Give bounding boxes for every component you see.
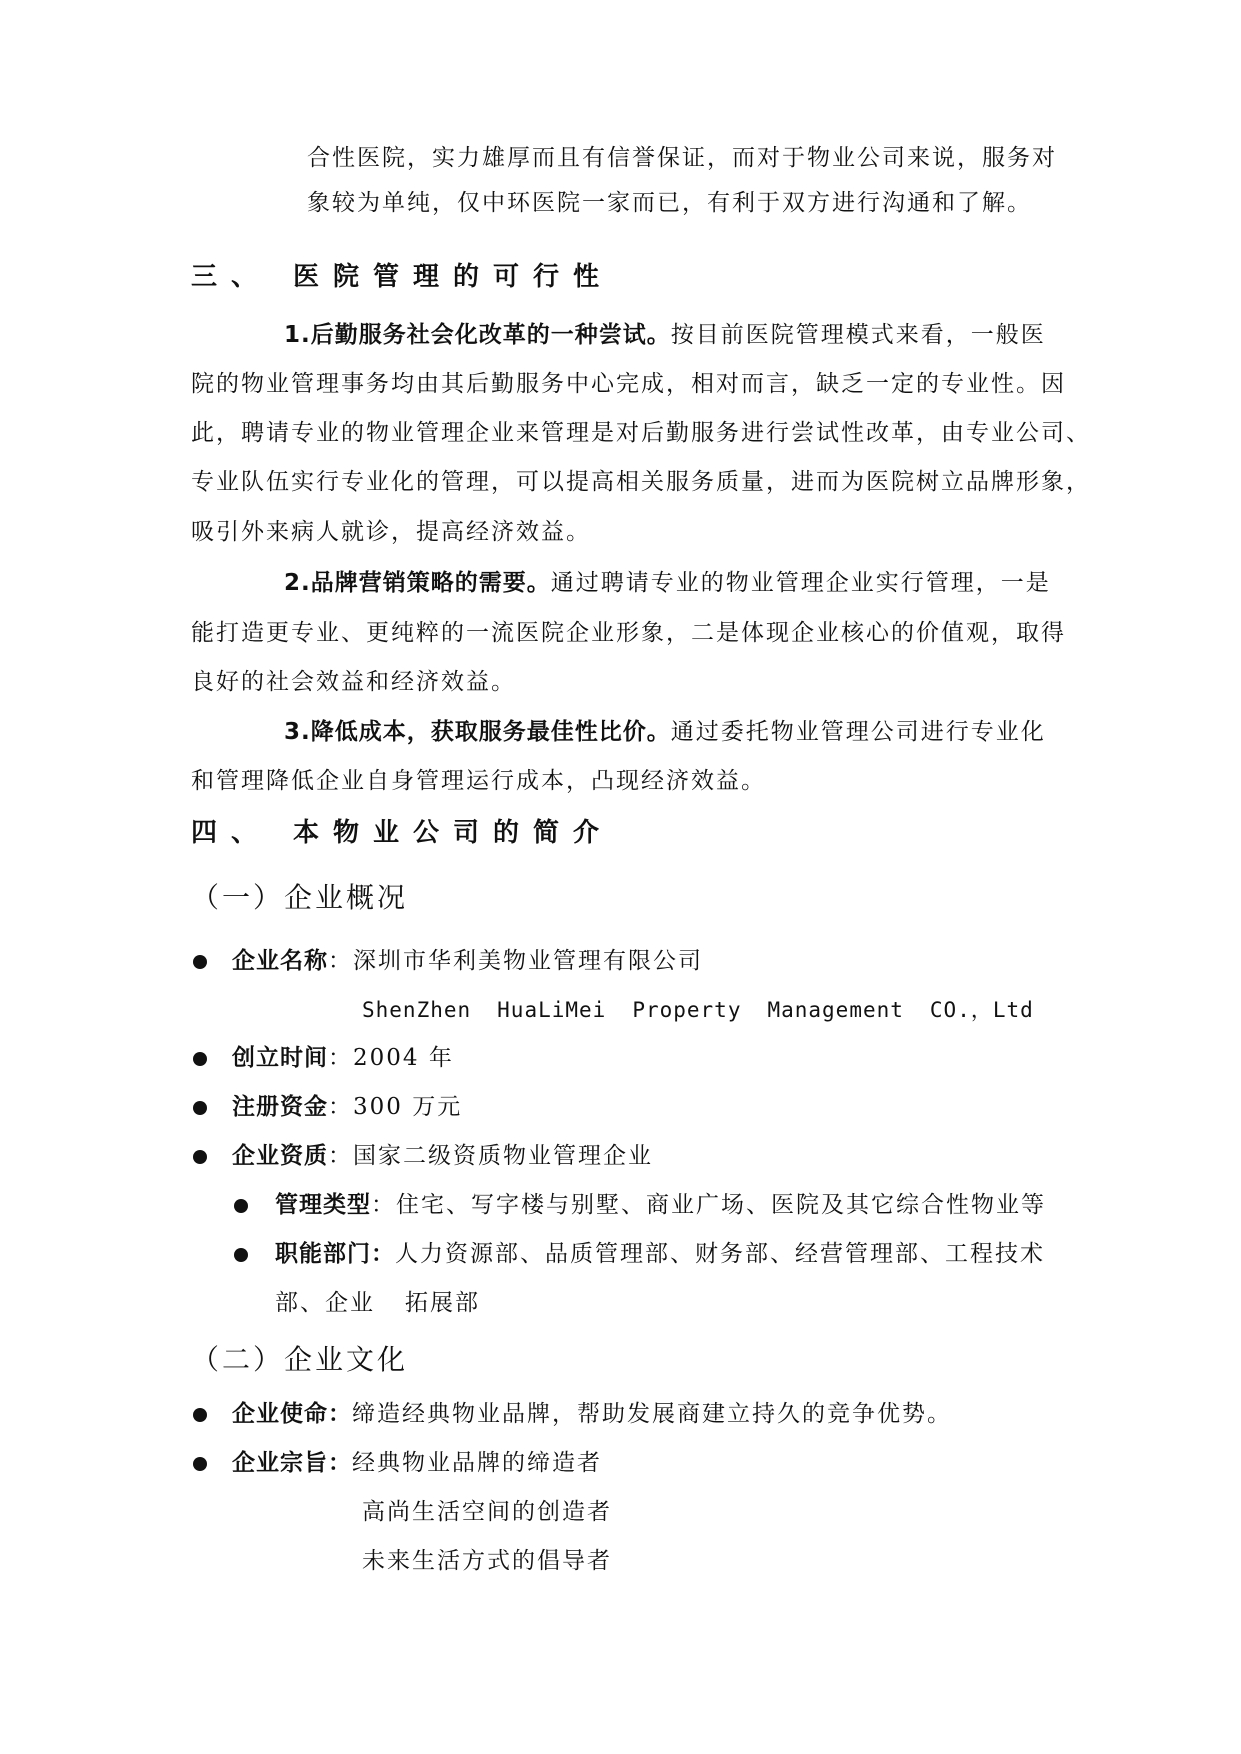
feasibility-item-3-text: 通过委托物业管理公司进行专业化 (670, 719, 1046, 745)
bullet-icon (234, 1199, 248, 1213)
founded-value: ：2004 年 (328, 1045, 454, 1071)
section-3-title: 医院管理的可行性 (293, 262, 614, 292)
bullet-icon (234, 1248, 248, 1262)
bullet-icon (193, 1150, 207, 1164)
section-3-heading (191, 262, 613, 292)
departments-label: 职能部门： (275, 1241, 395, 1267)
company-name-value: ：深圳市华利美物业管理有限公司 (328, 948, 703, 974)
section-4-title: 本物业公司的简介 (293, 818, 614, 848)
purpose-row (232, 1448, 602, 1478)
mission-value: 缔造经典物业品牌，帮助发展商建立持久的竞争优势。 (352, 1401, 952, 1427)
bullet-icon (193, 1408, 207, 1422)
feasibility-item-2-text: 通过聘请专业的物业管理企业实行管理，一是 (550, 570, 1051, 596)
company-name-en-word: Management (767, 998, 904, 1022)
purpose-line: 经典物业品牌的缔造者 (352, 1450, 602, 1476)
company-name-en-word: ShenZhen (362, 998, 472, 1022)
company-name-row (232, 946, 703, 976)
subsection-culture-title: （二）企业文化 (191, 1343, 409, 1376)
feasibility-item-1 (284, 320, 1046, 350)
feasibility-item-3-line: 和管理降低企业自身管理运行成本，凸现经济效益。 (191, 768, 766, 794)
company-name-en-word: HuaLiMei (497, 998, 607, 1022)
qualification-value: ：国家二级资质物业管理企业 (328, 1143, 653, 1169)
subsection-overview-title: （一）企业概况 (191, 881, 409, 914)
feasibility-item-3 (284, 717, 1046, 747)
section-4-heading (191, 818, 613, 848)
purpose-label: 企业宗旨： (232, 1450, 352, 1476)
purpose-line: 高尚生活空间的创造者 (362, 1499, 612, 1525)
capital-value: ：300 万元 (328, 1094, 463, 1120)
mission-label: 企业使命： (232, 1401, 352, 1427)
bullet-icon (193, 955, 207, 969)
feasibility-item-2 (284, 568, 1051, 598)
company-name-label: 企业名称 (232, 948, 328, 974)
qualification-label: 企业资质 (232, 1143, 328, 1169)
feasibility-item-2-line: 能打造更专业、更纯粹的一流医院企业形象，二是体现企业核心的价值观，取得 (191, 620, 1066, 646)
management-type-row (275, 1190, 1046, 1220)
capital-label: 注册资金 (232, 1094, 328, 1120)
management-type-label: 管理类型 (275, 1192, 371, 1218)
departments-cont-b: 拓展部 (405, 1290, 480, 1316)
intro-line-2: 象较为单纯，仅中环医院一家而已，有利于双方进行沟通和了解。 (307, 190, 1032, 216)
feasibility-item-1-line: 此，聘请专业的物业管理企业来管理是对后勤服务进行尝试性改革，由专业公司、 (191, 420, 1091, 446)
feasibility-item-1-line: 院的物业管理事务均由其后勤服务中心完成，相对而言，缺乏一定的专业性。因 (191, 371, 1066, 397)
founded-label: 创立时间 (232, 1045, 328, 1071)
purpose-line: 未来生活方式的倡导者 (362, 1548, 612, 1574)
departments-value: 人力资源部、品质管理部、财务部、经营管理部、工程技术 (395, 1241, 1045, 1267)
departments-row (275, 1239, 1045, 1269)
feasibility-item-2-lead: 2.品牌营销策略的需要。 (284, 570, 551, 596)
management-type-value: ：住宅、写字楼与别墅、商业广场、医院及其它综合性物业等 (371, 1192, 1046, 1218)
bullet-icon (193, 1457, 207, 1471)
feasibility-item-1-text: 按目前医院管理模式来看，一般医 (670, 322, 1046, 348)
company-name-en-word: Property (632, 998, 742, 1022)
qualification-row (232, 1141, 653, 1171)
feasibility-item-3-lead: 3.降低成本，获取服务最佳性比价。 (284, 719, 671, 745)
departments-continuation (275, 1288, 480, 1318)
feasibility-item-1-lead: 1.后勤服务社会化改革的一种尝试。 (284, 322, 671, 348)
feasibility-item-2-line: 良好的社会效益和经济效益。 (191, 669, 516, 695)
founded-row (232, 1043, 454, 1073)
company-name-english (362, 995, 1034, 1025)
capital-row (232, 1092, 462, 1122)
section-4-number: 四、 (191, 818, 272, 848)
company-name-en-word: CO.，Ltd (929, 998, 1034, 1022)
section-3-number: 三、 (191, 262, 272, 292)
feasibility-item-1-line: 专业队伍实行专业化的管理，可以提高相关服务质量，进而为医院树立品牌形象， (191, 469, 1091, 495)
departments-cont-a: 部、企业 (275, 1290, 375, 1316)
mission-row (232, 1399, 952, 1429)
intro-line-1: 合性医院，实力雄厚而且有信誉保证，而对于物业公司来说，服务对 (307, 145, 1057, 171)
feasibility-item-1-line: 吸引外来病人就诊，提高经济效益。 (191, 519, 591, 545)
bullet-icon (193, 1101, 207, 1115)
bullet-icon (193, 1052, 207, 1066)
